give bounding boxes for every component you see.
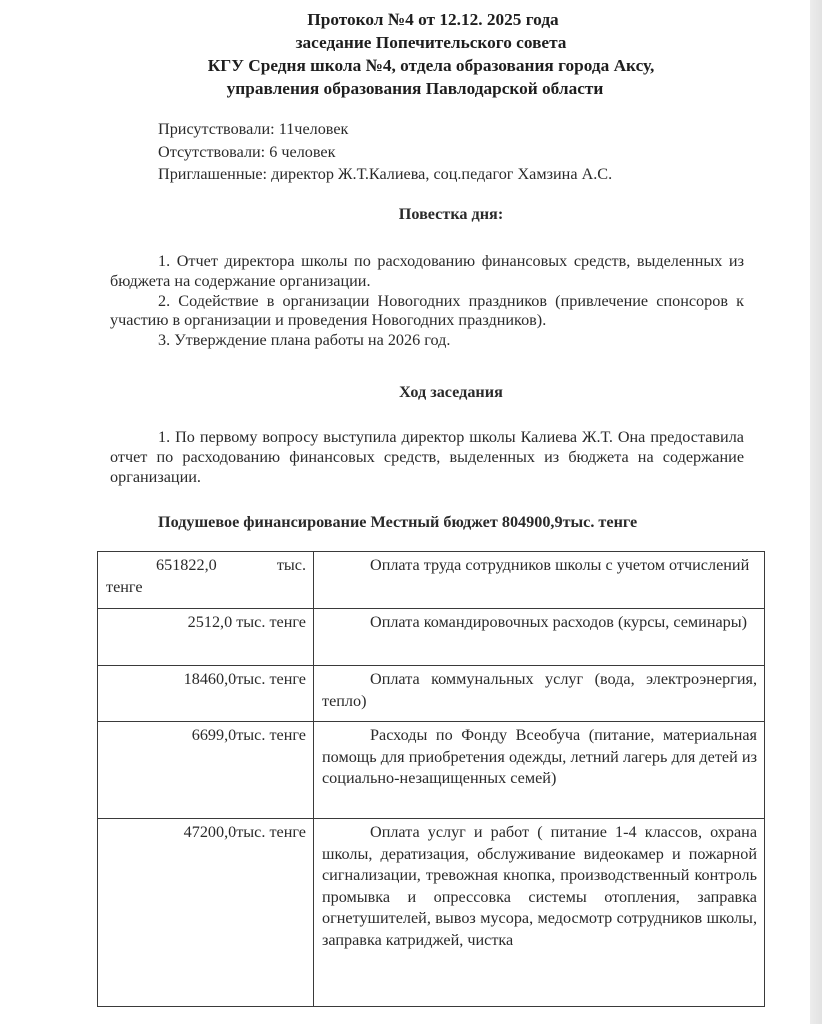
description-cell: [314, 722, 765, 819]
amount-unit: тенге: [106, 577, 143, 596]
amount-cell: [98, 552, 314, 609]
table-row: [98, 819, 765, 1007]
title-department: управления образования Павлодарской области: [226, 79, 604, 98]
description-text: Оплата командировочных расходов (курсы, семинары): [370, 613, 748, 631]
proceedings-heading: Ход заседания: [399, 383, 503, 401]
description-text: Оплата коммунальных услуг (вода, электроэнергия, тепло): [322, 670, 757, 710]
amount-value: 651822,0 тыс.: [156, 556, 306, 574]
description-cell: [314, 666, 765, 722]
description-text: Оплата услуг и работ ( питание 1-4 классов, охрана школы, дератизация, обслуживание видеокамер и пожарной сигнализации, тревожная кнопка, производственный контроль промывка и опрессовка системы отопления, заправка огнетушителей, вывоз мусора, медосмотр сотрудников школы, заправка катриджей, чистка: [322, 823, 757, 949]
document-title: [0, 8, 822, 100]
amount-cell: 18460,0тыс. тенге: [98, 666, 314, 722]
agenda-list: [110, 252, 744, 351]
amount-cell: 47200,0тыс. тенге: [98, 819, 314, 1007]
title-protocol: Протокол №4 от 12.12. 2025 года: [307, 10, 559, 29]
financing-heading: Подушевое финансирование Местный бюджет 804900,9тыс. тенге: [158, 513, 638, 531]
amount-cell: 2512,0 тыс. тенге: [98, 609, 314, 666]
attendance-block: [158, 118, 612, 186]
table-row: [98, 552, 765, 609]
description-cell: [314, 819, 765, 1007]
agenda-item: 1. Отчет директора школы по расходованию финансовых средств, выделенных из бюджета на содержание организации.: [110, 252, 744, 290]
financing-table: [97, 551, 765, 1007]
table-row: [98, 722, 765, 819]
title-meeting: заседание Попечительского совета: [295, 33, 567, 52]
amount-cell: 6699,0тыс. тенге: [98, 722, 314, 819]
agenda-item: 3. Утверждение плана работы на 2026 год.: [158, 331, 451, 350]
description-cell: [314, 609, 765, 666]
agenda-item: 2. Содействие в организации Новогодних праздников (привлечение спонсоров к участию в организации и проведения Новогодних праздников).: [110, 291, 744, 330]
proceedings-paragraph: 1. По первому вопросу выступила директор школы Калиева Ж.Т. Она предоставила отчет по расходованию финансовых средств, выделенных из бюджета на содержание организации.: [110, 428, 744, 486]
description-text: Оплата труда сотрудников школы с учетом отчислений: [370, 556, 750, 574]
page-edge-shadow: [810, 0, 822, 1024]
description-text: Расходы по Фонду Всеобуча (питание, материальная помощь для приобретения одежды, летний лагерь для детей из социально-незащищенных семей): [322, 726, 757, 787]
description-cell: [314, 552, 765, 609]
table-row: [98, 609, 765, 666]
attendance-invited: Приглашенные: директор Ж.Т.Калиева, соц.педагог Хамзина А.С.: [158, 165, 613, 183]
attendance-absent: Отсутствовали: 6 человек: [158, 142, 336, 161]
table-row: [98, 666, 765, 722]
agenda-heading: Повестка дня:: [398, 205, 504, 223]
attendance-present: Присутствовали: 11человек: [158, 120, 349, 138]
proceedings-body: [110, 428, 744, 487]
title-organization: КГУ Средня школа №4, отдела образования города Аксу,: [207, 56, 655, 75]
